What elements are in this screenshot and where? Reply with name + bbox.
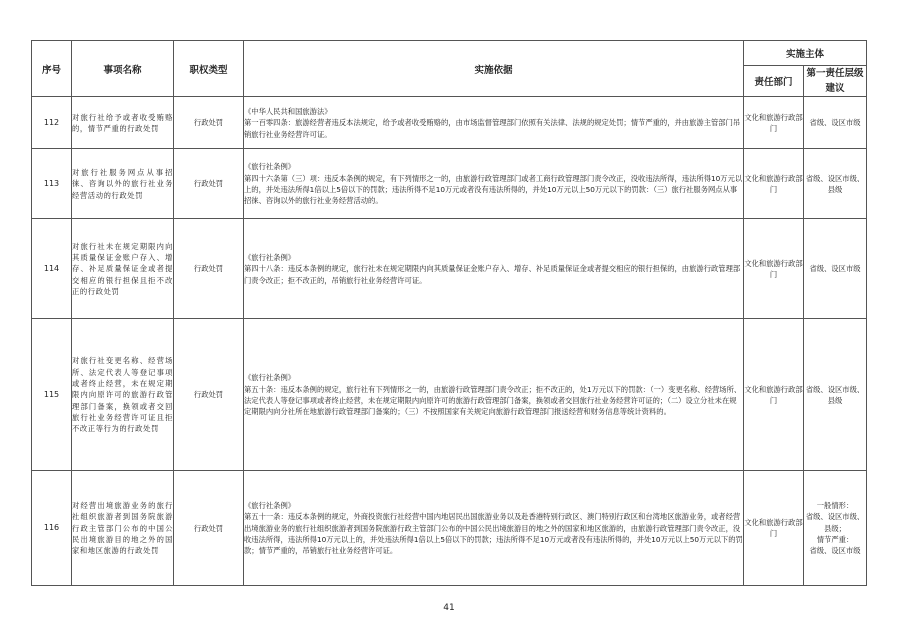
basis-article: 第四十六条第（三）项：违反本条例的规定，有下列情形之一的，由旅游行政管理部门或者工商行政管理部门责令改正，没收违法所得，违法所得10万元以上的，并处违法所得1倍以上5倍以下的罚款；违法所得不足10万元或者没有违法所得的，并处10万元以上50万元以下的罚款：（三）旅行社服务网点从事招徕、咨询以外的旅行社业务经营活动的。 — [244, 173, 743, 206]
row-level: 省级、设区市级 — [804, 97, 867, 149]
basis-law-title: 《中华人民共和国旅游法》 — [244, 106, 332, 116]
row-item-name: 对旅行社给予或者收受贿赂的，情节严重的行政处罚 — [72, 97, 174, 149]
row-seq: 116 — [32, 471, 72, 586]
row-item-name: 对旅行社服务网点从事招徕、咨询以外的旅行社业务经营活动的行政处罚 — [72, 149, 174, 219]
basis-article: 第五十一条：违反本条例的规定，外商投资旅行社经营中国内地居民出国旅游业务以及赴香港特别行政区、澳门特别行政区和台湾地区旅游业务，或者经营出境旅游业务的旅行社组织旅游者到国务院旅游行政主管部门公布的中国公民出境旅游目的地之外的国家和地区旅游的，由旅游行政管理部门责令改正，没收违法所得，违法所得10万元以上的，并处违法所得1倍以上5倍以下的罚款；违法所得不足10万元或者没有违法所得的，并处10万元以上50万元以下的罚款；情节严重的，吊销旅行社业务经营许可证。 — [244, 512, 743, 556]
row-item-name: 对旅行社未在规定期限内向其质量保证金账户存入、增存、补足质量保证金或者提交相应的银行担保且拒不改正的行政处罚 — [72, 219, 174, 319]
basis-law-title: 《旅行社条例》 — [244, 162, 296, 172]
header-subject: 实施主体 — [744, 41, 867, 66]
row-power-type: 行政处罚 — [174, 97, 244, 149]
row-level: 省级、设区市级 — [804, 219, 867, 319]
header-item-name: 事项名称 — [72, 41, 174, 97]
table-row — [32, 219, 867, 319]
basis-law-title: 《旅行社条例》 — [244, 501, 296, 511]
row-item-name: 对经营出境旅游业务的旅行社组织旅游者到国务院旅游行政主管部门公布的中国公民出境旅游目的地之外的国家和地区旅游的行政处罚 — [72, 471, 174, 586]
row-level — [804, 471, 867, 586]
row-dept: 文化和旅游行政部门 — [744, 219, 804, 319]
basis-law-title: 《旅行社条例》 — [244, 252, 296, 262]
header-seq: 序号 — [32, 41, 72, 97]
basis-article: 第一百零四条：旅游经营者违反本法规定，给予或者收受贿赂的，由市场监督管理部门依照有关法律、法规的规定处罚；情节严重的，并由旅游主管部门吊销旅行社业务经营许可证。 — [244, 118, 741, 139]
header-level: 第一责任层级建议 — [804, 66, 867, 97]
basis-article: 第五十条：违反本条例的规定，旅行社有下列情形之一的，由旅游行政管理部门责令改正；拒不改正的，处1万元以下的罚款：（一）变更名称、经营场所、法定代表人等登记事项或者终止经营，未在规定期限内向原许可的旅游行政管理部门备案，换领或者交回旅行社业务经营许可证的；（二）设立分社未在规定期限内向分社所在地旅游行政管理部门备案的；（三）不按照国家有关规定向旅游行政管理部门报送经营和财务信息等统计资料的。 — [244, 384, 742, 417]
row-seq: 115 — [32, 319, 72, 471]
row-power-type: 行政处罚 — [174, 319, 244, 471]
table-row — [32, 97, 867, 149]
row-basis — [244, 149, 744, 219]
row-seq: 113 — [32, 149, 72, 219]
basis-article: 第四十八条：违反本条例的规定，旅行社未在规定期限内向其质量保证金账户存入、增存、补足质量保证金或者提交相应的银行担保的，由旅游行政管理部门责令改正；拒不改正的，吊销旅行社业务经营许可证。 — [244, 264, 741, 285]
table-row — [32, 319, 867, 471]
enforcement-table — [31, 40, 867, 586]
row-basis — [244, 319, 744, 471]
row-item-name: 对旅行社变更名称、经营场所、法定代表人等登记事项或者终止经营，未在规定期限内向原许可的旅游行政管理部门备案，换领或者交回旅行社业务经营许可证且拒不改正等行为的行政处罚 — [72, 319, 174, 471]
header-power-type: 职权类型 — [174, 41, 244, 97]
page-number: 41 — [443, 603, 455, 613]
row-power-type: 行政处罚 — [174, 149, 244, 219]
level-line: 一般情形： — [816, 501, 854, 511]
level-line: 情节严重： — [816, 535, 854, 545]
row-seq: 112 — [32, 97, 72, 149]
row-power-type: 行政处罚 — [174, 471, 244, 586]
basis-law-title: 《旅行社条例》 — [244, 373, 296, 383]
row-basis — [244, 97, 744, 149]
row-basis — [244, 219, 744, 319]
header-basis: 实施依据 — [244, 41, 744, 97]
header-dept: 责任部门 — [744, 66, 804, 97]
row-level: 省级、设区市级、县级 — [804, 149, 867, 219]
level-line: 省级、设区市级、县级； — [805, 512, 865, 533]
row-power-type: 行政处罚 — [174, 219, 244, 319]
row-dept: 文化和旅游行政部门 — [744, 97, 804, 149]
row-basis — [244, 471, 744, 586]
row-level: 省级、设区市级、县级 — [804, 319, 867, 471]
table-row — [32, 471, 867, 586]
row-dept: 文化和旅游行政部门 — [744, 149, 804, 219]
table-row — [32, 149, 867, 219]
row-seq: 114 — [32, 219, 72, 319]
row-dept: 文化和旅游行政部门 — [744, 319, 804, 471]
row-dept: 文化和旅游行政部门 — [744, 471, 804, 586]
level-line: 省级、设区市级 — [809, 546, 861, 556]
